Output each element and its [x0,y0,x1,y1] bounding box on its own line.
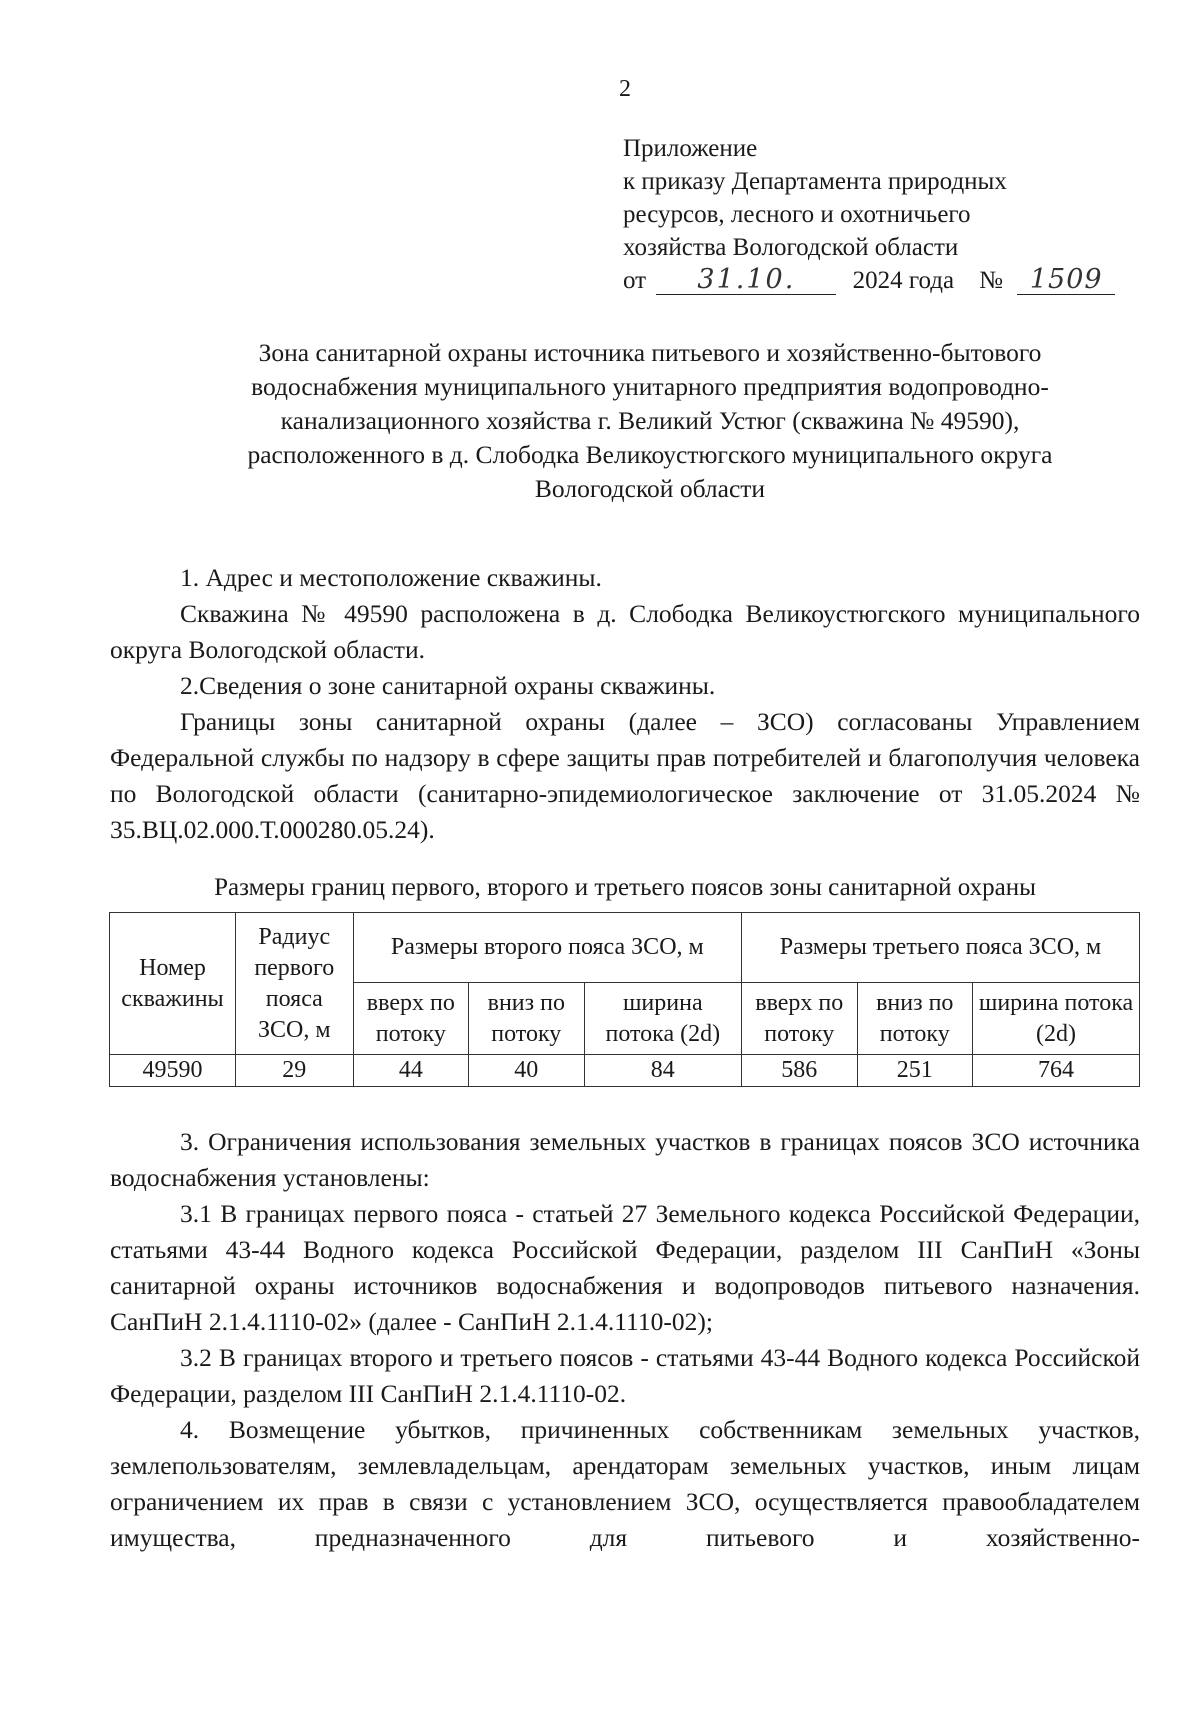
number-sign: № [979,267,1003,294]
table-row [110,1055,1140,1087]
appendix-line: ресурсов, лесного и охотничьего [623,201,971,228]
from-label: от [623,267,647,294]
header-third-zone: Размеры третьего пояса ЗСО, м [742,913,1140,983]
appendix-line: хозяйства Вологодской области [623,234,959,261]
section-1-text: Скважина № 49590 расположена в д. Слободка Великоустюгского муниципального округа Вологодской области. [110,599,1140,664]
section-3-item-1: 3.1 В границах первого пояса - статьей 27 Земельного кодекса Российской Федерации, статьями 43-44 Водного кодекса Российской Федерации, разделом III СанПиН «Зоны санитарной охраны источников водоснабжения и водопроводов питьевого назначения. СанПиН 2.1.4.1110-02» (далее - СанПиН 2.1.4.1110-02); [110,1199,1140,1336]
title-line: Зона санитарной охраны источника питьевого и хозяйственно-бытового [258,338,1042,367]
sanitary-zone-table [109,912,1140,1087]
table-caption: Размеры границ первого, второго и третьего поясов зоны санитарной охраны [214,874,1036,901]
title-line: канализационного хозяйства г. Великий Устюг (скважина № 49590), [280,406,1020,435]
section-3-heading: 3. Ограничения использования земельных участков в границах поясов ЗСО источника водоснабжения установлены: [110,1127,1140,1192]
cell-second-width: 84 [584,1055,741,1087]
title-line: расположенного в д. Слободка Великоустюгского муниципального округа [247,440,1053,469]
appendix-line: к приказу Департамента природных [623,168,1007,195]
document-title [150,336,1150,506]
header-second-down: вниз по потоку [469,983,584,1055]
appendix-block [623,132,1115,297]
order-date-line [623,264,1115,297]
header-second-zone: Размеры второго пояса ЗСО, м [353,913,741,983]
handwritten-date: 31.10. [656,266,836,295]
title-line: Вологодской области [534,474,766,503]
title-line: водоснабжения муниципального унитарного предприятия водопроводно- [251,372,1049,401]
header-first-zone-radius: Радиус первого пояса ЗСО, м [235,913,353,1055]
header-third-up: вверх по потоку [742,983,857,1055]
appendix-line: Приложение [623,135,758,162]
year-text: 2024 года [852,267,955,294]
section-2-text: Границы зоны санитарной охраны (далее – ЗСО) согласованы Управлением Федеральной службы по надзору в сфере защиты прав потребителей и благополучия человека по Вологодской области (санитарно-эпидемиологическое заключение от 31.05.2024 № 35.ВЦ.02.000.Т.000280.05.24). [110,707,1140,844]
cell-well: 49590 [110,1055,236,1087]
section-3-4 [110,1124,1140,1556]
cell-third-width: 764 [973,1055,1140,1087]
section-4-text: 4. Возмещение убытков, причиненных собственникам земельных участков, землепользователям, землевладельцам, арендаторам земельных участков, иным лицам ограничением их прав в связи с установлением ЗСО, осуществляется правообладателем имущества, предназначенного для питьевого и хозяйственно- [110,1415,1140,1552]
header-third-width: ширина потока (2d) [973,983,1140,1055]
section-2-heading: 2.Сведения о зоне санитарной охраны скважины. [180,671,716,700]
page-number: 2 [619,76,631,102]
header-second-width: ширина потока (2d) [584,983,741,1055]
cell-third-down: 251 [857,1055,972,1087]
section-1-2 [110,560,1140,848]
header-well-number: Номер скважины [110,913,236,1055]
cell-third-up: 586 [742,1055,857,1087]
cell-radius: 29 [235,1055,353,1087]
cell-second-up: 44 [353,1055,468,1087]
header-second-up: вверх по потоку [353,983,468,1055]
section-3-item-2: 3.2 В границах второго и третьего поясов - статьями 43-44 Водного кодекса Российской Федерации, разделом III СанПиН 2.1.4.1110-02. [110,1343,1140,1408]
cell-second-down: 40 [469,1055,584,1087]
section-1-heading: 1. Адрес и местоположение скважины. [180,563,602,592]
header-third-down: вниз по потоку [857,983,972,1055]
handwritten-number: 1509 [1017,266,1115,295]
